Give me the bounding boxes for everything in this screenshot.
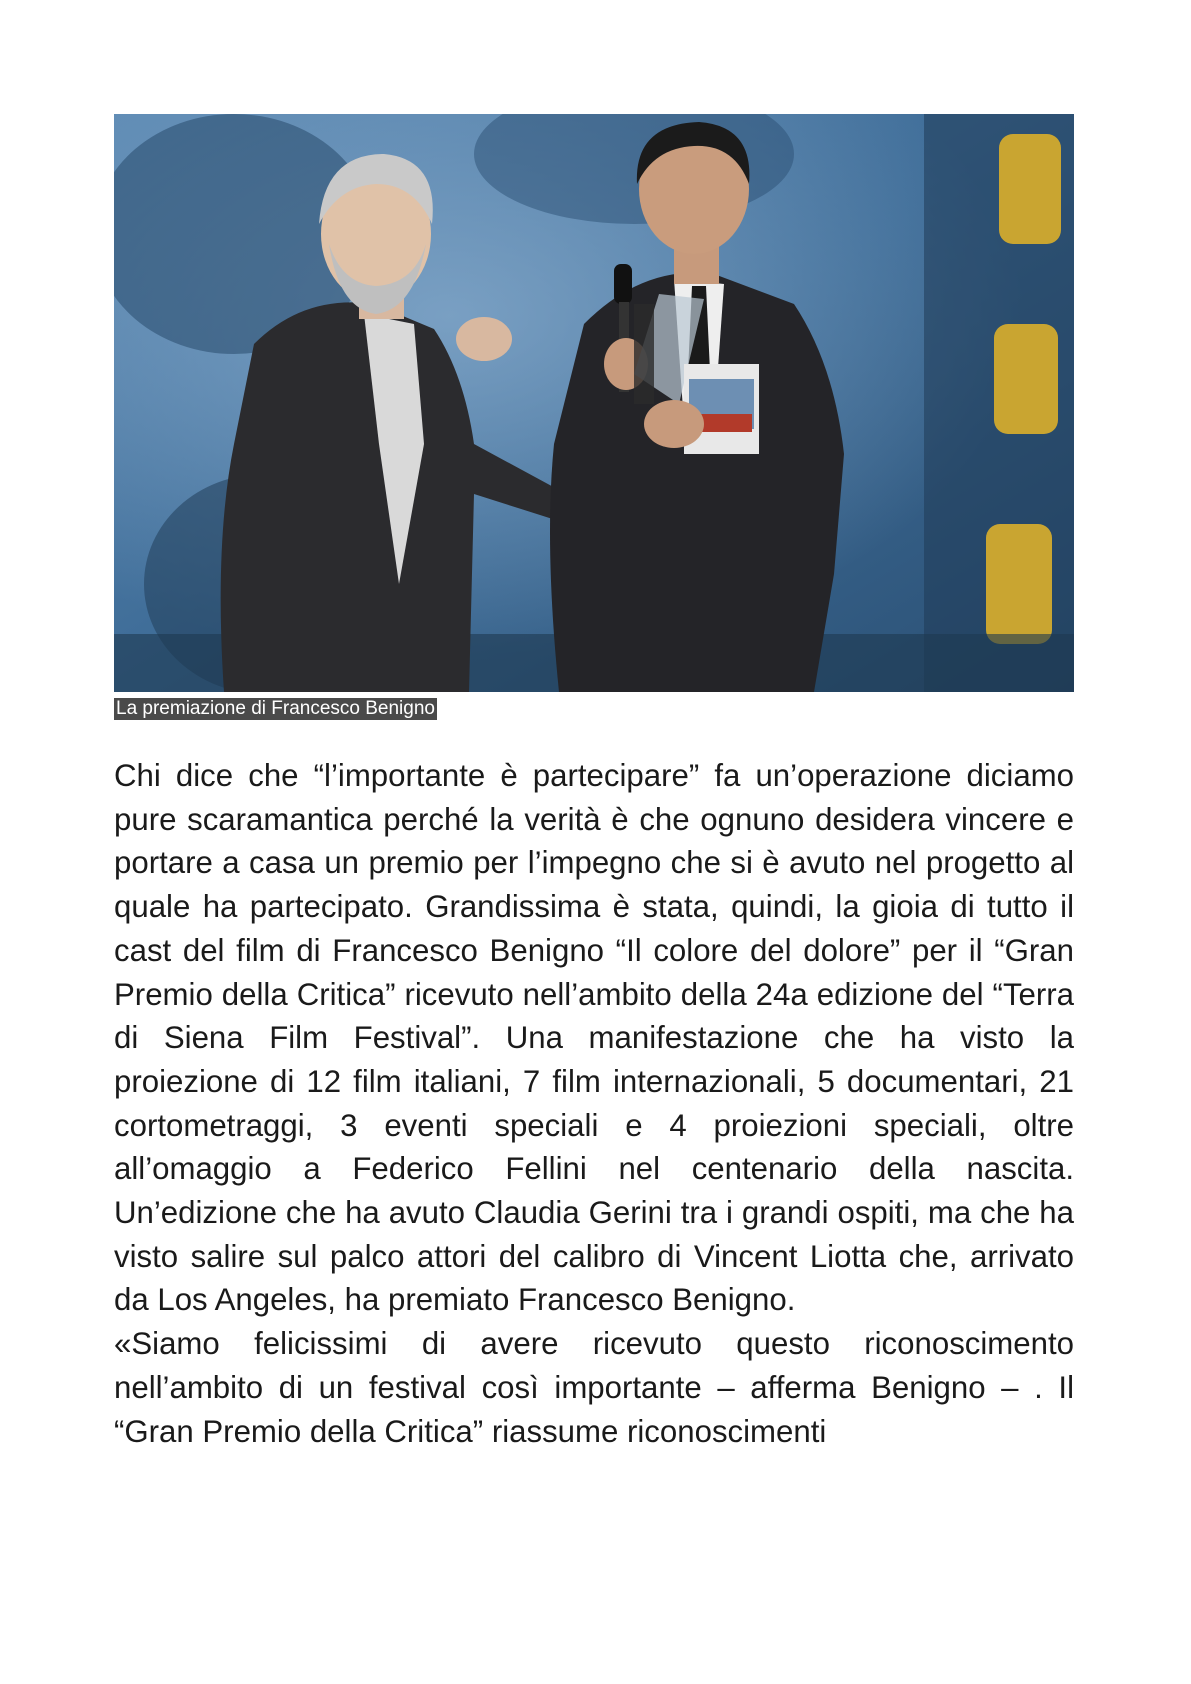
article-paragraph: «Siamo felicissimi di avere ricevuto questo riconoscimento nell’ambito di un festival così importante – afferma Benigno – . Il “Gran Premio della Critica” riassume riconoscimenti — [114, 1326, 1074, 1449]
award-ceremony-illustration — [114, 114, 1074, 692]
photo-caption: La premiazione di Francesco Benigno — [116, 698, 435, 719]
article-paragraph: Chi dice che “l’importante è partecipare” fa un’operazione diciamo pure scaramantica perché la verità è che ognuno desidera vincere e portare a casa un premio per l’impegno che si è avuto nel progetto al quale ha partecipato. Grandissima è stata, quindi, la gioia di tutto il cast del film di Francesco Benigno “Il colore del dolore” per il “Gran Premio della Critica” ricevuto nell’ambito della 24a edizione del “Terra di Siena Film Festival”. Una manifestazione che ha visto la proiezione di 12 film italiani, 7 film internazionali, 5 documentari, 21 cortometraggi, 3 eventi speciali e 4 proiezioni speciali, oltre all’omaggio a Federico Fellini nel centenario della nascita. Un’edizione che ha avuto Claudia Gerini tra i grandi ospiti, ma che ha visto salire sul palco attori del calibro di Vincent Liotta che, arrivato da Los Angeles, ha premiato Francesco Benigno. — [114, 758, 1074, 1318]
article-body — [114, 754, 1074, 1453]
award-ceremony-photo — [114, 114, 1074, 692]
film-strip-graphic — [924, 114, 1074, 692]
